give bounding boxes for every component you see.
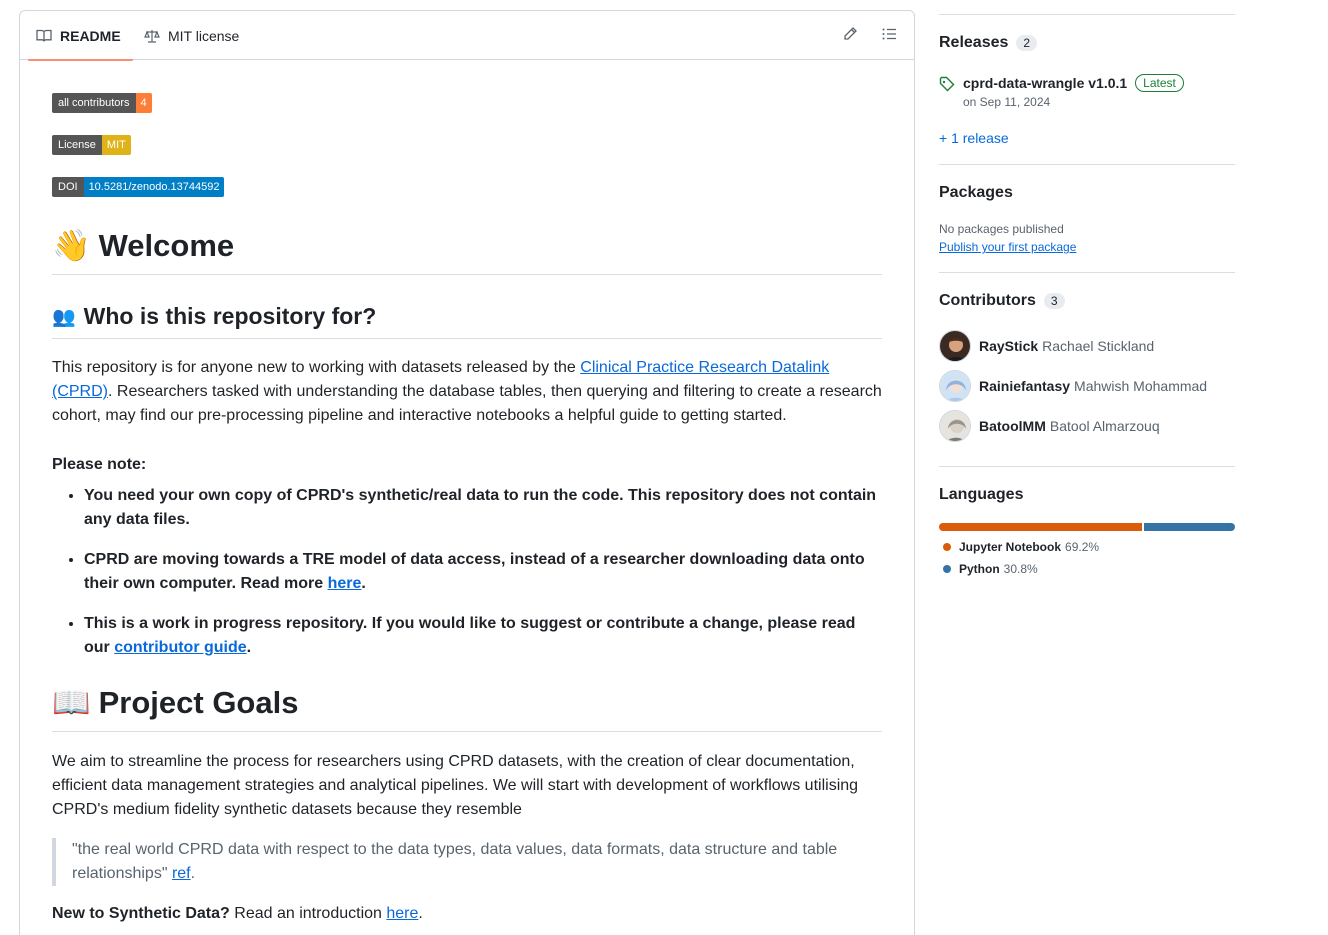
contributor-login: BatoolMM [979, 418, 1046, 434]
quote-text: "the real world CPRD data with respect to the data types, data values, data formats, data structure and table relationships" [72, 841, 838, 882]
tab-mit-license[interactable] [144, 11, 239, 60]
divider [939, 272, 1235, 273]
welcome-title: Welcome [98, 227, 235, 263]
releases-heading[interactable] [939, 34, 1037, 52]
badge-value: 10.5281/zenodo.13744592 [84, 177, 225, 197]
contributor-login: Rainiefantasy [979, 378, 1071, 394]
publish-package-link[interactable]: Publish your first package [939, 240, 1077, 254]
synthetic-bold: New to Synthetic Data? [52, 905, 230, 922]
contributor-guide-link[interactable]: contributor guide [114, 639, 247, 656]
no-packages-text: No packages published [939, 222, 1064, 236]
list-item [84, 548, 884, 596]
language-name: Python [959, 562, 1000, 576]
avatar [939, 370, 971, 402]
tag-icon [939, 76, 955, 97]
contributor-item[interactable] [939, 370, 1207, 402]
note-punct: . [246, 639, 252, 656]
tab-mit-license-label: MIT license [168, 27, 240, 44]
language-percent: 30.8% [1003, 562, 1038, 576]
please-note: Please note: [52, 456, 147, 473]
release-name: cprd-data-wrangle v1.0.1 [963, 75, 1128, 91]
intro-text-cont: . Researchers tasked with understanding the database tables, then querying and filtering to create a research cohort, may find our pre-processing pipeline and interactive notebooks a helpful guide to getting started. [52, 383, 882, 424]
more-releases-link[interactable]: + 1 release [939, 130, 1009, 146]
divider [939, 466, 1235, 467]
synthetic-punct: . [418, 905, 423, 922]
packages-heading[interactable] [939, 184, 1013, 202]
latest-release[interactable] [963, 74, 1184, 92]
badge-value: 4 [136, 93, 152, 113]
language-item[interactable] [943, 562, 1038, 576]
language-item[interactable] [943, 540, 1099, 554]
law-icon [144, 28, 160, 44]
contributor-item[interactable] [939, 410, 1160, 442]
contributor-name: Batool Almarzouq [1049, 418, 1160, 434]
blockquote [52, 838, 884, 886]
notes-list [84, 484, 884, 676]
synthetic-text: Read an introduction [229, 905, 387, 922]
book-icon [36, 28, 52, 44]
license-badge[interactable] [52, 135, 131, 155]
language-name: Jupyter Notebook [959, 540, 1062, 554]
goals-heading [52, 684, 882, 732]
badge-label: DOI [52, 177, 84, 197]
badge-value: MIT [102, 135, 131, 155]
language-bar-jupyter [939, 523, 1142, 531]
packages-title: Packages [939, 184, 1013, 201]
book-emoji: 📖 [52, 685, 91, 720]
languages-heading [939, 486, 1023, 504]
releases-count: 2 [1016, 35, 1037, 51]
badge-label: all contributors [52, 93, 136, 113]
divider [939, 164, 1235, 165]
divider [939, 14, 1235, 15]
language-color-dot [943, 543, 951, 551]
readme-panel [19, 10, 915, 935]
contributors-heading[interactable] [939, 292, 1065, 310]
contributor-login: RayStick [979, 338, 1039, 354]
waving-hand-emoji: 👋 [52, 228, 91, 263]
edit-file-button[interactable] [839, 25, 861, 47]
note-text: This is a work in progress repository. If you would like to suggest or contribute a change, please read our [84, 615, 856, 656]
cprd-link[interactable]: Clinical Practice Research Datalink (CPRD) [52, 359, 830, 400]
note-punct: . [361, 575, 366, 592]
badge-label: License [52, 135, 102, 155]
tre-here-link[interactable]: here [327, 575, 362, 592]
synthetic-here-link[interactable]: here [386, 905, 419, 922]
tab-readme[interactable] [36, 11, 121, 60]
list-unordered-icon [881, 26, 897, 47]
language-bar [939, 523, 1235, 531]
pencil-icon [842, 26, 858, 47]
intro-paragraph [52, 356, 884, 428]
readme-header [20, 11, 914, 60]
ref-link[interactable]: ref [171, 865, 191, 882]
languages-title: Languages [939, 486, 1024, 503]
release-date: on Sep 11, 2024 [963, 95, 1051, 109]
goals-paragraph: We aim to streamline the process for researchers using CPRD datasets, with the creation of clear documentation, efficient data management strategies and analytical pipelines. We will start with development of workflows utilising CPRD's medium fidelity synthetic datasets because they resemble [52, 753, 859, 818]
who-heading [52, 303, 882, 339]
avatar [939, 330, 971, 362]
language-bar-python [1144, 523, 1235, 531]
list-item [84, 612, 884, 660]
goals-title: Project Goals [98, 684, 299, 720]
people-emoji: 👥 [52, 306, 76, 328]
outline-button[interactable] [878, 25, 900, 47]
language-color-dot [943, 565, 951, 573]
contributors-title: Contributors [939, 292, 1036, 309]
latest-badge: Latest [1135, 74, 1184, 92]
language-percent: 69.2% [1065, 540, 1100, 554]
quote-punct: . [190, 865, 196, 882]
note-text: You need your own copy of CPRD's synthetic/real data to run the code. This repository does not contain any data files. [84, 487, 877, 528]
contributors-badge[interactable] [52, 93, 152, 113]
contributor-name: Mahwish Mohammad [1074, 378, 1208, 394]
welcome-heading [52, 227, 882, 275]
synthetic-paragraph [52, 902, 884, 926]
contributor-name: Rachael Stickland [1042, 338, 1155, 354]
list-item [84, 484, 884, 532]
note-text: CPRD are moving towards a TRE model of data access, instead of a researcher downloading data onto their own computer. Read more [84, 551, 865, 592]
contributor-item[interactable] [939, 330, 1154, 362]
doi-badge[interactable] [52, 177, 224, 197]
who-title: Who is this repository for? [83, 303, 377, 329]
contributors-count: 3 [1044, 293, 1065, 309]
intro-text: This repository is for anyone new to working with datasets released by the [52, 359, 581, 376]
tab-readme-label: README [60, 27, 121, 44]
releases-title: Releases [939, 34, 1009, 51]
avatar [939, 410, 971, 442]
